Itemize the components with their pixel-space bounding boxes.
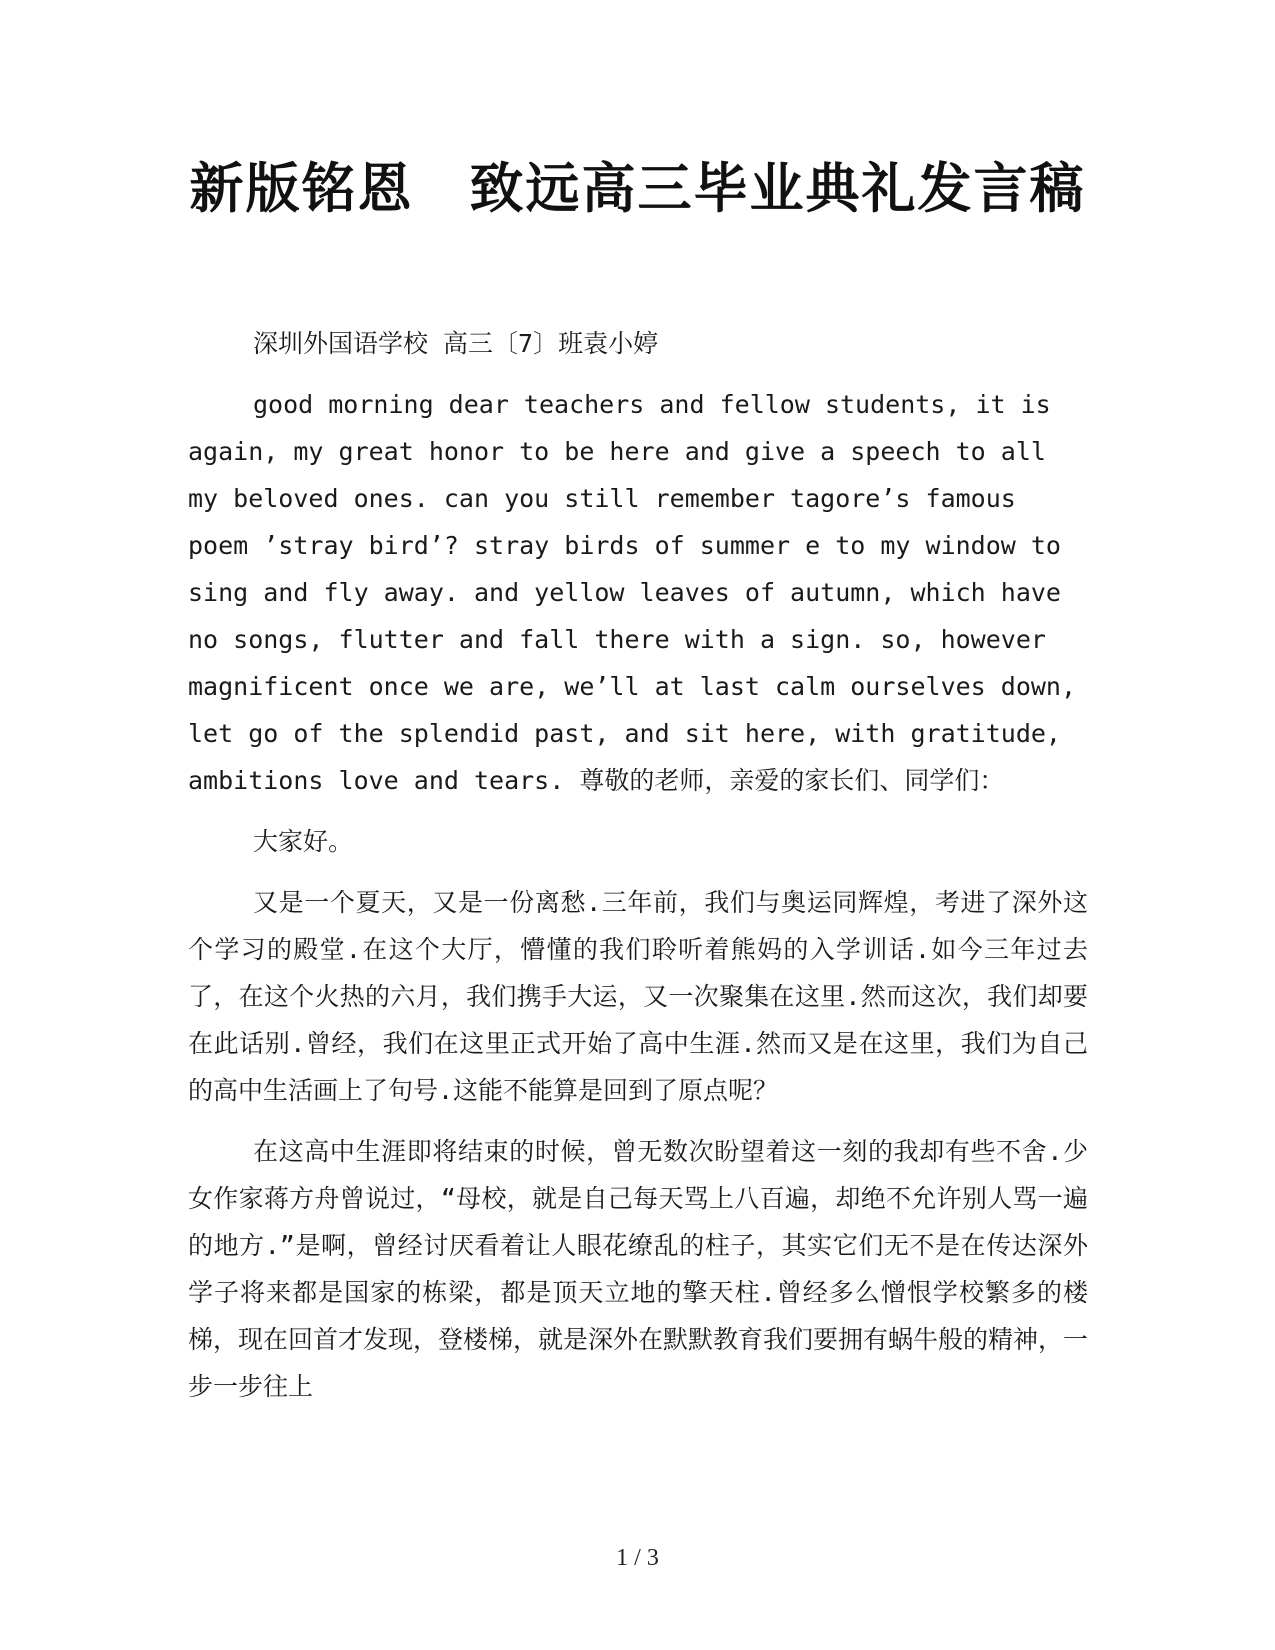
document-title: 新版铭恩 致远高三毕业典礼发言稿 bbox=[189, 156, 1086, 220]
body-paragraph-english-opening: good morning dear teachers and fellow students, it is again, my great honor to be here and give a speech to all my beloved ones. can you still remember tagore’s famous poem ’stray bird’? stray birds of summer e to my window to sing and fly away. and yellow leaves of autumn, which have no songs, flutter and fall there with a sign. so, however magnificent once we are, we’ll at last calm ourselves down, let go of the splendid past, and sit here, with gratitude, ambitions love and tears. 尊敬的老师，亲爱的家长们、同学们： bbox=[188, 390, 1077, 795]
page-number: 1 / 3 bbox=[616, 1545, 659, 1571]
body-paragraph-alma-mater: 在这高中生涯即将结束的时候，曾无数次盼望着这一刻的我却有些不舍.少女作家蒋方舟曾说过，“母校，就是自己每天骂上八百遍，却绝不允许别人骂一遍的地方.”是啊，曾经讨厌看着让人眼花缭乱的柱子，其实它们无不是在传达深外学子将来都是国家的栋梁，都是顶天立地的擎天柱.曾经多么憎恨学校繁多的楼梯，现在回首才发现，登楼梯，就是深外在默默教育我们要拥有蜗牛般的精神，一步一步往上 bbox=[188, 1137, 1089, 1401]
body-paragraph-summer: 又是一个夏天，又是一份离愁.三年前，我们与奥运同辉煌，考进了深外这个学习的殿堂.在这个大厅，懵懂的我们聆听着熊妈的入学训话.如今三年过去了，在这个火热的六月，我们携手大运，又一次聚集在这里.然而这次，我们却要在此话别.曾经，我们在这里正式开始了高中生涯.然而又是在这里，我们为自己的高中生活画上了句号.这能不能算是回到了原点呢？ bbox=[188, 888, 1088, 1105]
author-line: 深圳外国语学校 高三〔7〕班袁小婷 bbox=[253, 329, 659, 358]
body-paragraph-greeting: 大家好。 bbox=[253, 827, 354, 856]
document-body bbox=[188, 320, 1088, 1424]
